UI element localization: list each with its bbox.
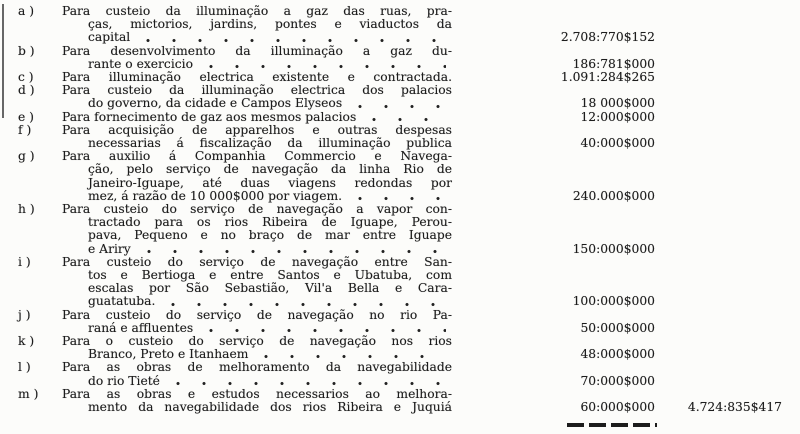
scan-edge-artifact [2,4,4,118]
item-letter: d ) [18,83,35,98]
item-line: Para illuminação electrica existente e contractada. [62,70,452,85]
ledger-row [0,111,800,124]
leader-dots [372,117,446,122]
item-total [655,124,800,150]
item-line: tos e Bertioga e entre Santos e Ubatuba, com [88,268,452,283]
item-line-text: e Ariry [88,241,131,256]
item-line: Para custeio do serviço de navegação a vapor con- [62,202,452,217]
item-amount: 240.000$000 [572,188,655,203]
item-line: Para custeio da illuminação electrica dos palacios [62,83,452,98]
item-total [655,5,800,45]
item-line: Para desenvolvimento da illuminação a gaz du- [62,43,452,58]
item-line: Para auxilio á Companhia Commercio e Navega- [62,149,452,164]
ledger-row [0,124,800,150]
ledger-row [0,335,800,361]
item-amount: 60:000$000 [580,400,655,415]
item-letter: g ) [18,149,35,164]
item-total [655,335,800,361]
item-total [655,203,800,256]
ledger-body [0,5,800,414]
item-amount: 186:781$000 [572,56,655,71]
item-letter: a ) [18,4,35,18]
item-letter: j ) [18,307,31,322]
leader-dots [209,64,446,69]
leader-dots [146,38,446,43]
item-line: Para o custeio do serviço de navegação nos rios [62,334,452,349]
item-text [62,84,452,110]
item-line-text: do governo, da cidade e Campos Elyseos [88,96,343,111]
item-line [62,111,452,124]
item-line: Para as obras de melhoramento da navegabilidade [62,360,452,375]
leader-dots [171,302,446,307]
item-line-text: rante o exercicio [88,56,193,71]
ledger-row [0,388,800,414]
item-line: Para custeio do serviço de navegação no rio Pa- [62,307,452,322]
item-line: pava, Pequeno e no braço de mar entre Iguape [88,228,452,243]
item-line: Janeiro-Iguape, até duas viagens redondas por [88,175,452,190]
item-letter: e ) [18,109,34,124]
ledger-row [0,150,800,203]
item-line-text: do rio Tieté [88,373,160,388]
item-amount: 100:000$000 [572,294,655,309]
item-letter: i ) [18,254,31,269]
item-total [655,361,800,387]
item-amount: 48:000$000 [580,347,655,362]
item-line-text: guatatuba. [88,294,156,309]
item-line: ças, mictorios, jardins, pontes e viaductos da [88,17,452,32]
item-line [62,97,452,110]
item-line: necessarias á fiscalização da illuminação publica [88,136,452,151]
ledger-row [0,309,800,335]
budget-ledger-table [0,5,800,414]
item-letter: l ) [18,360,31,375]
item-text [62,361,452,387]
leader-dots [209,328,446,333]
item-line [62,31,452,44]
item-letter: f ) [18,122,32,137]
leader-dots [176,381,446,386]
total-rule [567,423,657,427]
item-letter: h ) [18,202,35,217]
ledger-row [0,5,800,45]
item-text [62,309,452,335]
leader-dots [264,354,446,359]
item-line: escalas por São Sebastião, Vil'a Bella e Cara- [88,281,452,296]
item-letter: k ) [18,334,35,349]
item-total [655,309,800,335]
item-total [655,150,800,203]
ledger-row [0,203,800,256]
item-amount: 1.091:284$265 [560,70,655,85]
item-amount: 50:000$000 [580,320,655,335]
item-line: mento da navegabilidade dos rios Ribeira e Juquiá [88,400,452,415]
item-text [62,335,452,361]
item-line-text: raná e affluentes [88,320,194,335]
ledger-row [0,45,800,71]
item-line-text: mez, á razão de 10 000$000 por viagem. [88,188,343,203]
item-amount: 12:000$000 [580,109,655,124]
item-amount: 2.708:770$152 [560,30,655,45]
item-line-text: Branco, Preto e Itanhaem [88,347,249,362]
ledger-row [0,84,800,110]
item-line: tractado para os rios Ribeira de Iguape, Perou- [88,215,452,230]
item-line: Para acquisição de apparelhos e outras despesas [62,122,452,137]
item-line-text: capital [88,30,131,45]
leader-dots [358,104,446,109]
item-line: Para custeio do serviço de navegação entre San- [62,254,452,269]
ledger-row [0,361,800,387]
item-total [655,256,800,309]
item-text [62,256,452,309]
item-text [62,5,452,45]
item-line: Para custeio da illuminação a gaz das ruas, pra- [62,4,452,18]
item-text [62,111,452,124]
item-amount: 40:000$000 [580,136,655,151]
item-line: ção, pelo serviço de navegação da linha Rio de [88,162,452,177]
ledger-row [0,256,800,309]
item-letter: c ) [18,70,34,85]
item-text [62,388,452,414]
leader-dots [358,196,446,201]
item-text [62,203,452,256]
item-line [62,295,452,308]
item-letter: m ) [18,386,39,401]
item-letter: b ) [18,43,35,58]
item-total [655,111,800,124]
item-text [62,124,452,150]
item-line: Para as obras e estudos necessarios ao melhora- [62,386,452,401]
item-line-text: Para fornecimento de gaz aos mesmos palacios [62,109,357,124]
item-total [655,84,800,110]
item-amount: 18 000$000 [580,96,655,111]
item-line [62,243,452,256]
item-amount: 70:000$000 [580,373,655,388]
item-line [62,375,452,388]
leader-dots [147,249,446,254]
item-total: 4.724:835$417 [687,400,782,415]
item-amount: 150:000$000 [572,241,655,256]
item-total [655,45,800,71]
item-total [655,71,800,84]
item-text [62,45,452,71]
item-text [62,150,452,203]
